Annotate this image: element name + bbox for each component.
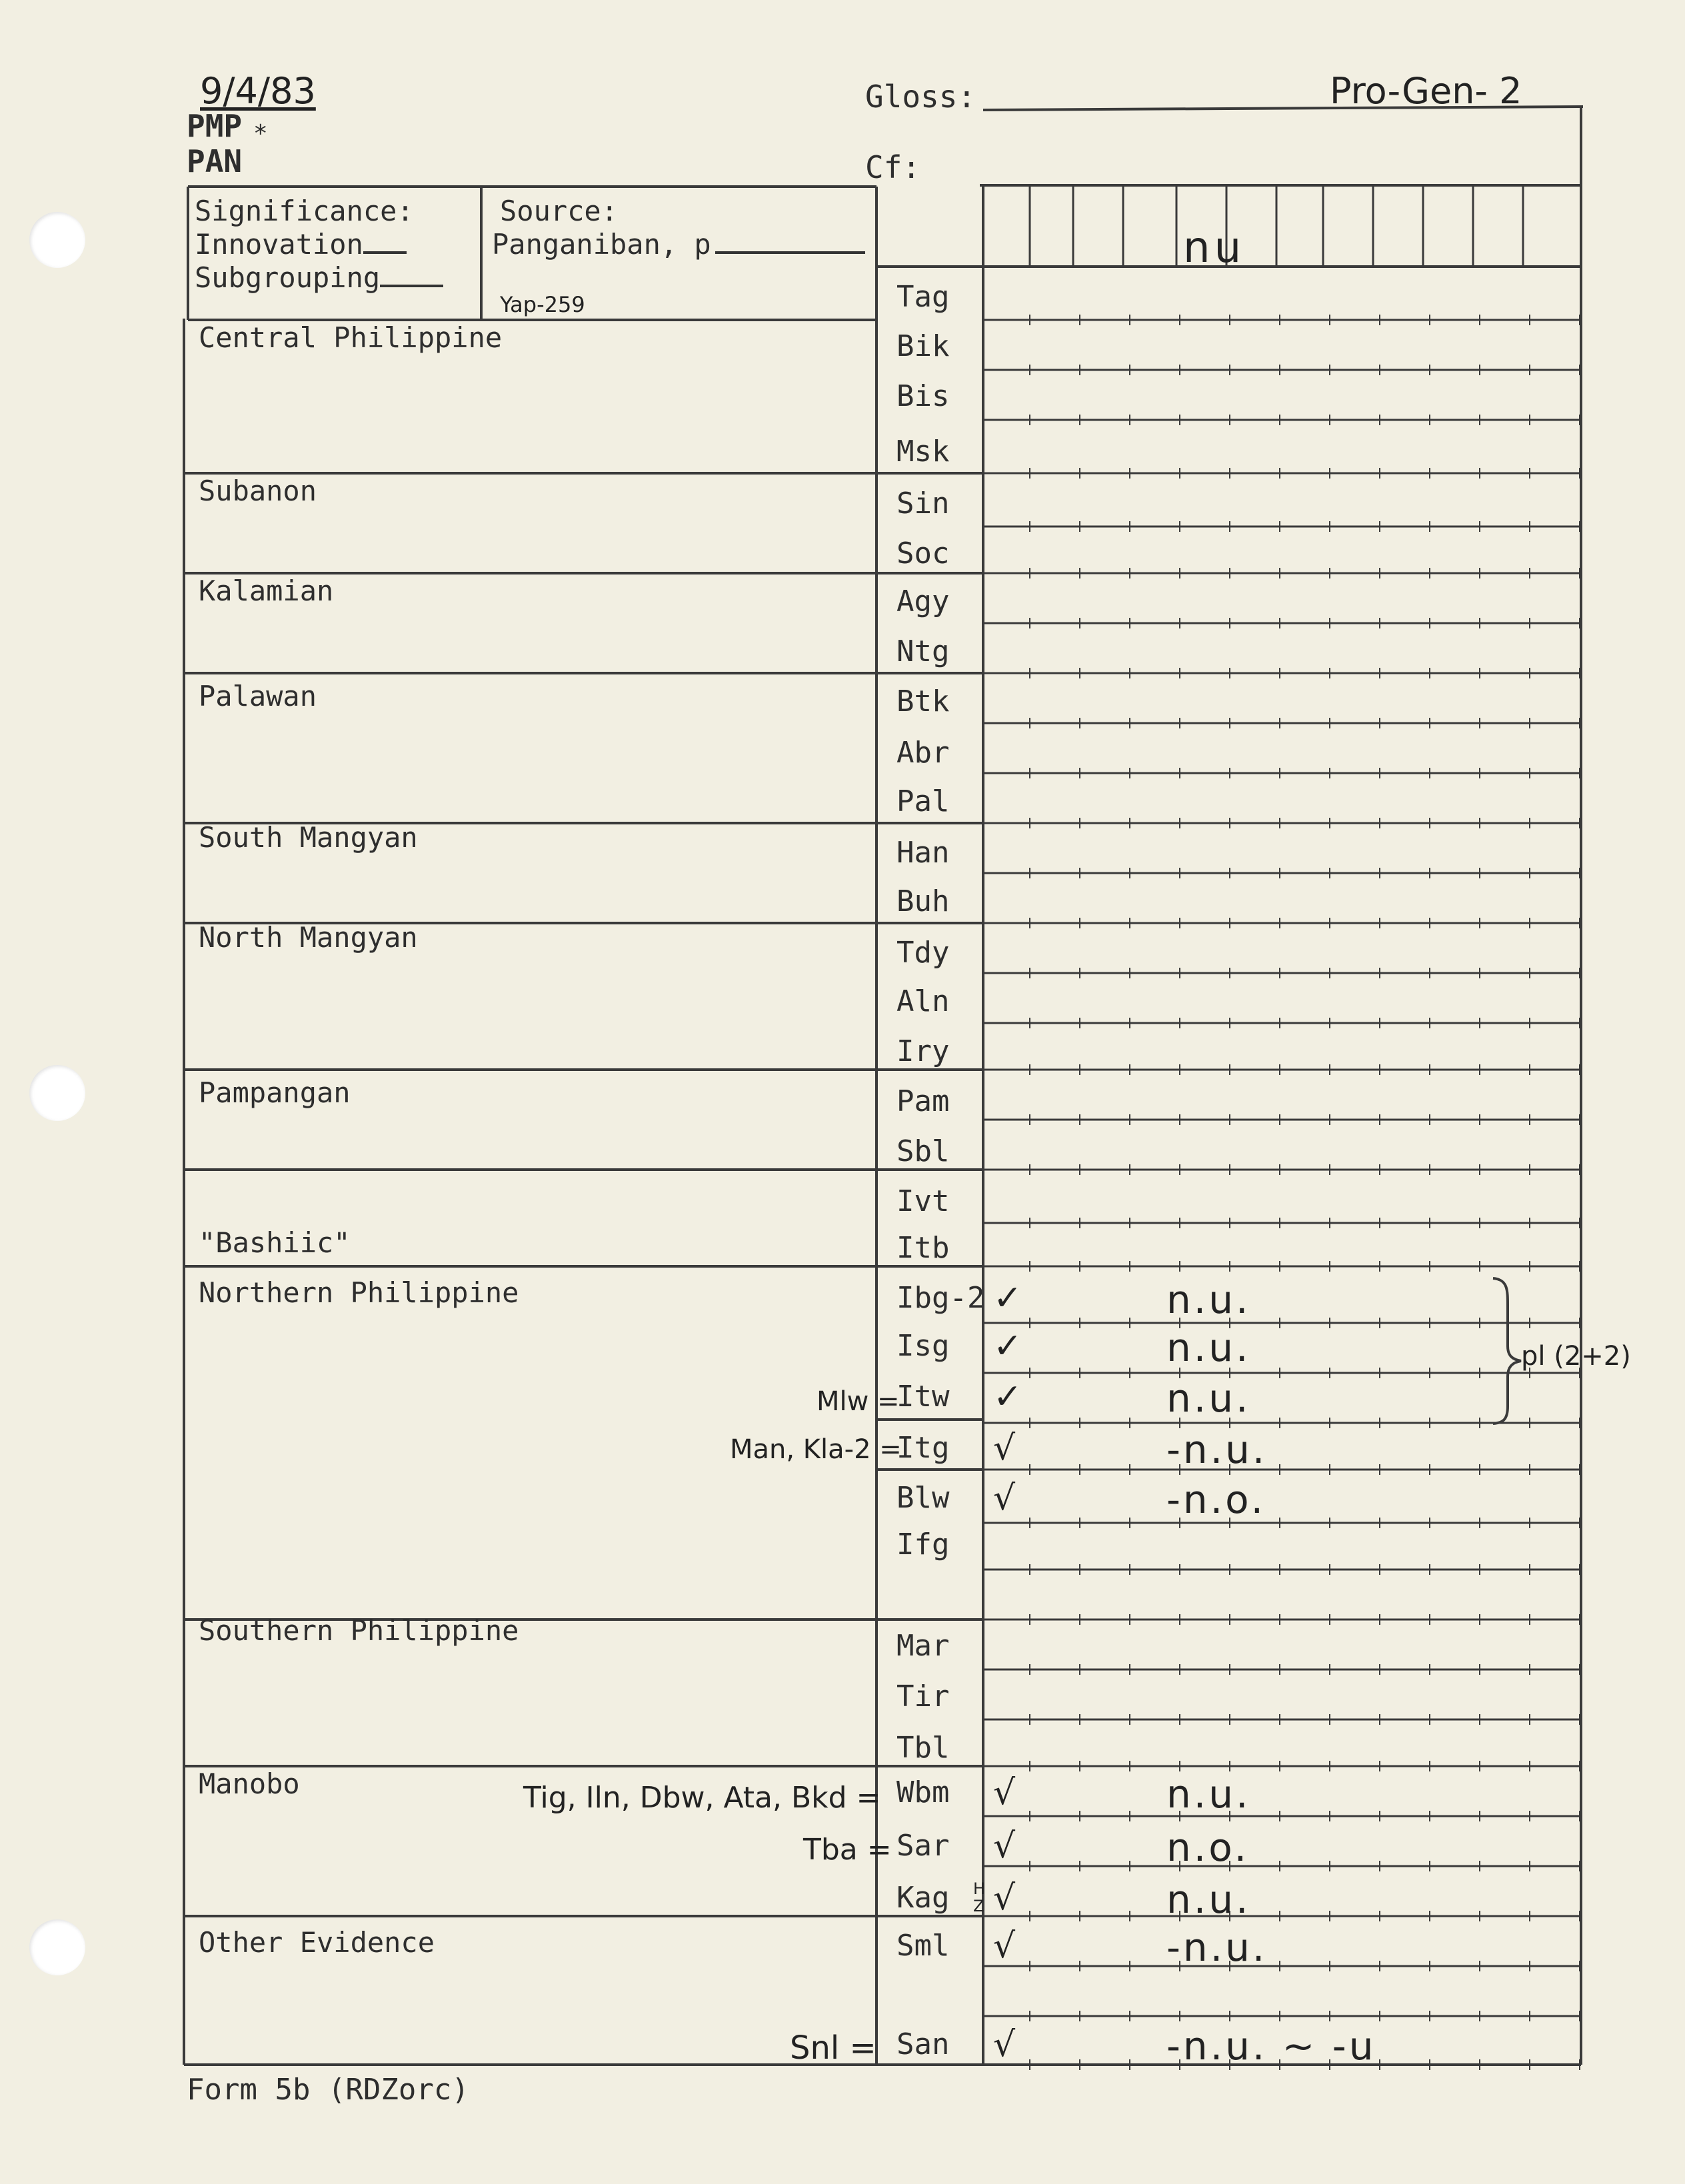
language-code-pal: Pal [896,784,950,818]
annotation-kag-sub: Z [973,1897,984,1915]
language-code-blw: Blw [896,1481,950,1515]
check-mark: √ [993,1926,1016,1966]
check-mark: √ [993,2025,1016,2065]
language-code-sml: Sml [896,1929,950,1963]
annotation-tba: Tba = [803,1833,892,1867]
subgrouping-label [195,261,443,294]
form-footer-label: Form 5b (RDZorc) [187,2073,469,2107]
reflex-form: n.o. [1166,1825,1250,1870]
group-label: "Bashiic" [199,1226,351,1259]
language-code-ibg-2: Ibg-2 [896,1281,985,1315]
group-label: South Mangyan [199,821,418,854]
pmp-asterisk: * [253,120,268,147]
language-code-tag: Tag [896,280,950,314]
language-code-san: San [896,2027,950,2061]
language-code-msk: Msk [896,435,950,469]
group-label: Subanon [199,475,317,507]
language-code-sbl: Sbl [896,1134,950,1168]
language-code-bik: Bik [896,329,950,363]
pmp-label: PMP [187,108,243,144]
language-code-abr: Abr [896,736,950,770]
reflex-form: n.u. [1166,1277,1251,1322]
language-code-itb: Itb [896,1231,950,1265]
check-mark: ✓ [993,1326,1022,1366]
reflex-form: -n.o. [1166,1477,1266,1522]
cf-label: Cf: [865,149,921,185]
check-mark: √ [993,1478,1016,1518]
group-label: Kalamian [199,574,334,607]
check-mark: ✓ [993,1377,1022,1417]
language-code-ivt: Ivt [896,1184,950,1218]
gloss-label: Gloss: [865,79,976,115]
annotation-snl: Snl = [790,2029,876,2067]
source-text: Panganiban, p [492,228,711,261]
card-id-handwritten: Pro-Gen- 2 [1330,70,1522,112]
reflex-form: n.u. [1166,1877,1251,1922]
group-label: Palawan [199,680,317,712]
source-label: Source: [500,195,619,227]
check-mark: √ [993,1826,1016,1866]
language-code-itg: Itg [896,1431,950,1465]
check-mark: √ [993,1773,1016,1813]
language-code-tbl: Tbl [896,1731,950,1765]
language-code-btk: Btk [896,684,950,718]
check-mark: ✓ [993,1278,1022,1318]
language-code-tdy: Tdy [896,936,950,970]
language-code-sin: Sin [896,487,950,521]
language-code-itw: Itw [896,1380,950,1414]
group-label: Manobo [199,1767,300,1800]
language-code-soc: Soc [896,537,950,570]
language-code-isg: Isg [896,1329,950,1363]
check-mark: √ [993,1878,1016,1918]
language-code-bis: Bis [896,379,950,413]
pan-label: PAN [187,143,243,179]
language-code-tir: Tir [896,1679,950,1713]
language-code-sar: Sar [896,1829,950,1863]
language-code-agy: Agy [896,584,950,618]
reflex-form: n.u. [1166,1325,1251,1370]
group-label: Southern Philippine [199,1614,519,1647]
language-code-ifg: Ifg [896,1528,950,1562]
annotation-kag-sup: H [973,1879,986,1898]
group-label: Northern Philippine [199,1276,519,1309]
reflex-form: n.u. [1166,1376,1251,1421]
language-code-han: Han [896,836,950,870]
reflex-form: -n.u. [1166,1427,1268,1472]
bracket-note: pl (2+2) [1521,1341,1631,1372]
language-code-aln: Aln [896,984,950,1018]
significance-label: Significance: [195,195,414,227]
language-code-buh: Buh [896,884,950,918]
group-label: Pampangan [199,1076,351,1109]
group-label: Other Evidence [199,1926,435,1959]
innovation-text: Innovation [195,228,363,261]
reflex-form: -n.u. ~ -u [1166,2023,1376,2069]
group-label: Central Philippine [199,321,503,354]
annotation-man-kla: Man, Kla-2 = [730,1434,902,1465]
language-code-pam: Pam [896,1084,950,1118]
language-code-ntg: Ntg [896,634,950,668]
source-note-handwritten: Yap-259 [500,292,585,317]
language-code-iry: Iry [896,1034,950,1068]
annotation-tig-list: Tig, Iln, Dbw, Ata, Bkd = [523,1781,881,1815]
group-label: North Mangyan [199,921,418,954]
subgrouping-text: Subgrouping [195,261,381,294]
innovation-label [195,228,407,261]
date-handwritten: 9/4/83 [200,70,316,112]
reflex-form: n.u. [1166,1771,1251,1817]
top-form-handwritten: nu [1183,223,1246,273]
language-code-wbm: Wbm [896,1775,950,1809]
language-code-mar: Mar [896,1629,950,1663]
annotation-mlw: Mlw = [817,1386,900,1417]
check-mark: √ [993,1428,1016,1468]
reflex-form: -n.u. [1166,1925,1268,1970]
source-value [492,228,865,261]
language-code-kag: Kag [896,1881,950,1915]
